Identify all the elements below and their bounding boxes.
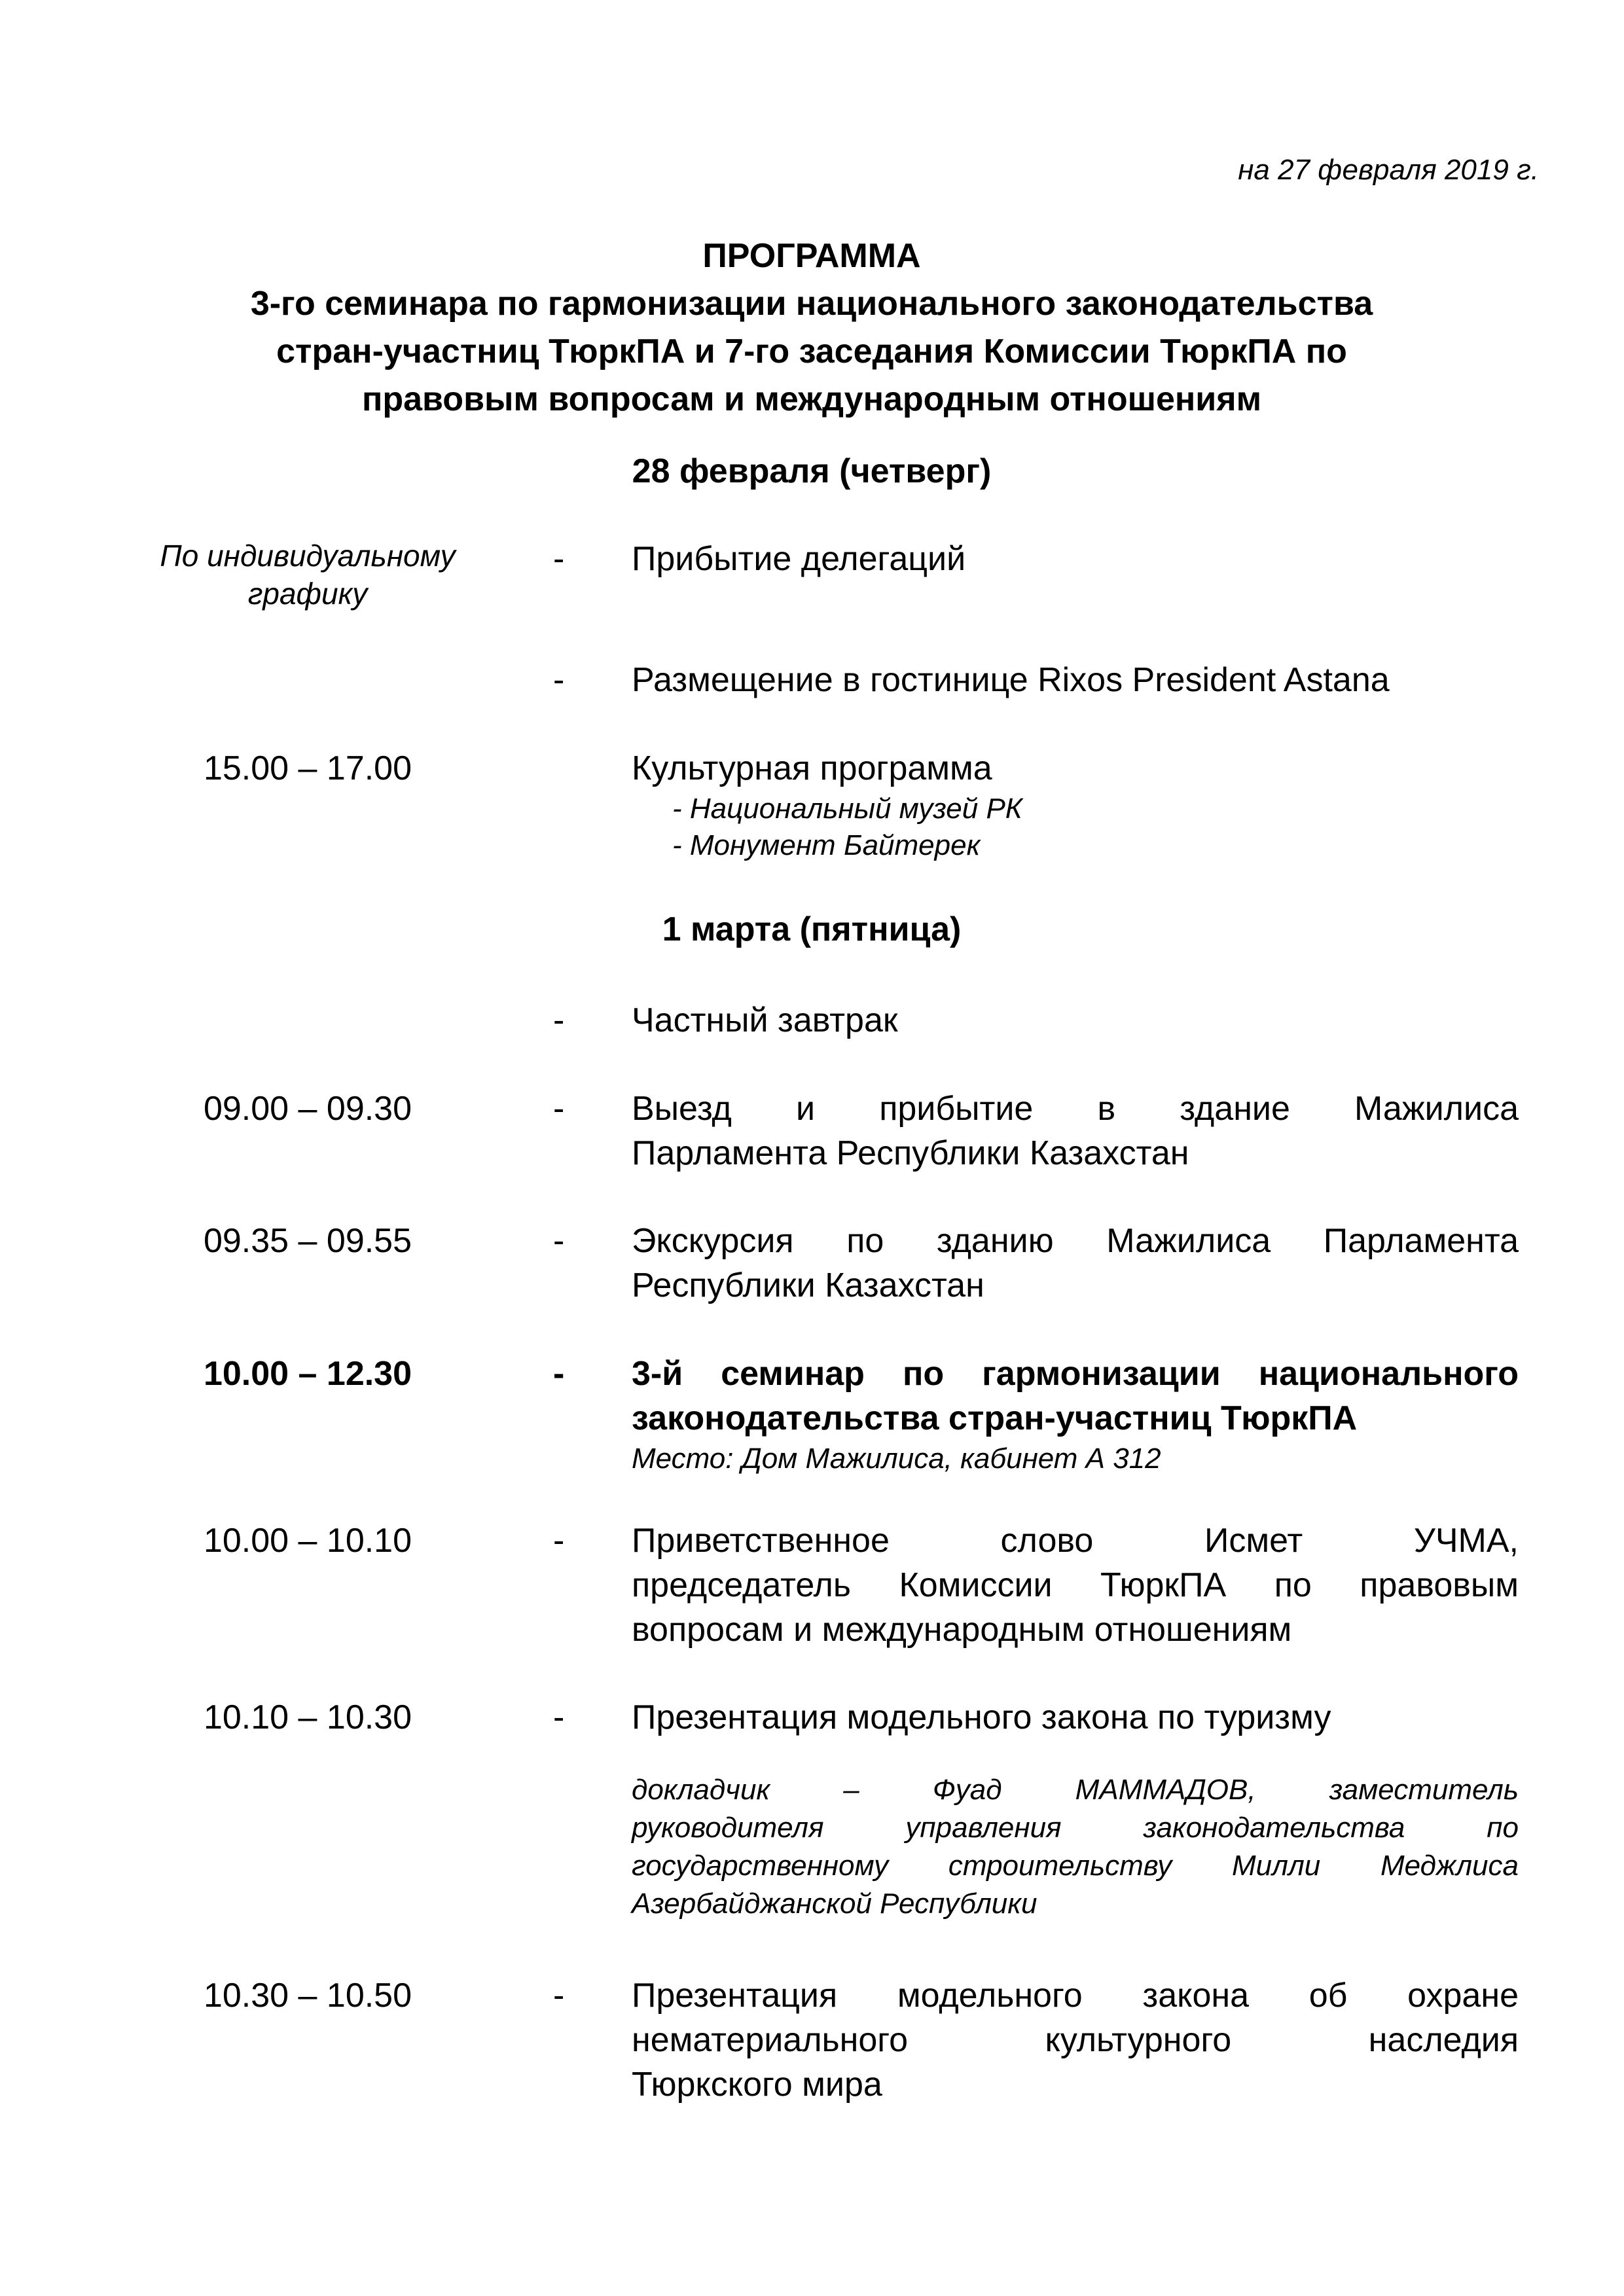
item-description xyxy=(632,1695,1519,1923)
dash: - xyxy=(553,1977,565,2015)
time-cell: 10.30 – 10.50 xyxy=(203,1977,412,2015)
dash: - xyxy=(553,1698,565,1736)
speaker-line: Азербайджанской Республики xyxy=(632,1888,1038,1920)
item-description xyxy=(632,1219,1519,1308)
title-line: стран-участниц ТюркПА и 7-го заседания Комиссии ТюркПА по xyxy=(276,332,1347,370)
title-line: ПРОГРАММА xyxy=(702,237,921,275)
time-cell: 09.00 – 09.30 xyxy=(203,1090,412,1128)
sub-item: - Монумент Байтерек xyxy=(672,829,981,861)
item-description xyxy=(632,1973,1519,2107)
speaker-line: государственному строительству Милли Меджлиса xyxy=(632,1850,1519,1882)
item-description xyxy=(632,998,1519,1043)
time-cell: 09.35 – 09.55 xyxy=(203,1222,412,1260)
desc-line: Презентация модельного закона по туризму xyxy=(632,1698,1331,1736)
item-description xyxy=(632,658,1519,702)
desc-line: Тюркского мира xyxy=(632,2066,882,2104)
desc-line: Приветственное слово Исмет УЧМА, xyxy=(632,1522,1519,1560)
desc-line: нематериального культурного наследия xyxy=(632,2021,1519,2059)
dash: - xyxy=(553,1001,565,1039)
item-description xyxy=(632,1352,1519,1477)
speaker-line: докладчик – Фуад МАММАДОВ, заместитель xyxy=(632,1774,1519,1806)
dateline: на 27 февраля 2019 г. xyxy=(1238,154,1539,186)
venue-note: Место: Дом Мажилиса, кабинет А 312 xyxy=(632,1443,1161,1475)
desc-line: Парламента Республики Казахстан xyxy=(632,1134,1189,1172)
speaker-line: руководителя управления законодательства по xyxy=(632,1812,1519,1844)
time-cell: 15.00 – 17.00 xyxy=(203,749,412,787)
dash: - xyxy=(553,1222,565,1260)
item-description xyxy=(632,1518,1519,1652)
item-description xyxy=(632,537,1519,581)
desc-line: председатель Комиссии ТюркПА по правовым xyxy=(632,1566,1519,1604)
desc-line: Прибытие делегаций xyxy=(632,540,966,578)
desc-line: Размещение в гостинице Rixos President Astana xyxy=(632,661,1390,699)
time-cell: 10.00 – 10.10 xyxy=(203,1522,412,1560)
day-header-feb-28: 28 февраля (четверг) xyxy=(632,452,992,490)
dash: - xyxy=(553,540,565,578)
title-line: правовым вопросам и международным отношениям xyxy=(361,380,1262,418)
dash: - xyxy=(553,1522,565,1560)
desc-line: Культурная программа xyxy=(632,749,992,787)
desc-line: Презентация модельного закона об охране xyxy=(632,1977,1519,2015)
desc-line: Выезд и прибытие в здание Мажилиса xyxy=(632,1090,1519,1128)
time-cell: 10.00 – 12.30 xyxy=(203,1355,412,1393)
desc-line: Частный завтрак xyxy=(632,1001,898,1039)
time-text: По индивидуальному xyxy=(160,539,456,573)
item-description xyxy=(632,1086,1519,1175)
item-description xyxy=(632,746,1519,864)
dash: - xyxy=(553,1355,565,1393)
dash: - xyxy=(553,661,565,699)
desc-line: вопросам и международным отношениям xyxy=(632,1611,1292,1649)
day-header-mar-1: 1 марта (пятница) xyxy=(662,910,962,948)
program-title xyxy=(131,232,1492,423)
time-cell xyxy=(131,537,484,613)
desc-line: законодательства стран-участниц ТюркПА xyxy=(632,1399,1358,1437)
time-text: графику xyxy=(247,577,368,611)
desc-line: 3-й семинар по гармонизации национального xyxy=(632,1355,1519,1393)
dash: - xyxy=(553,1090,565,1128)
time-cell: 10.10 – 10.30 xyxy=(203,1698,412,1736)
desc-line: Экскурсия по зданию Мажилиса Парламента xyxy=(632,1222,1519,1260)
sub-item: - Национальный музей РК xyxy=(672,793,1022,825)
title-line: 3-го семинара по гармонизации национального законодательства xyxy=(250,285,1373,323)
desc-line: Республики Казахстан xyxy=(632,1266,984,1304)
